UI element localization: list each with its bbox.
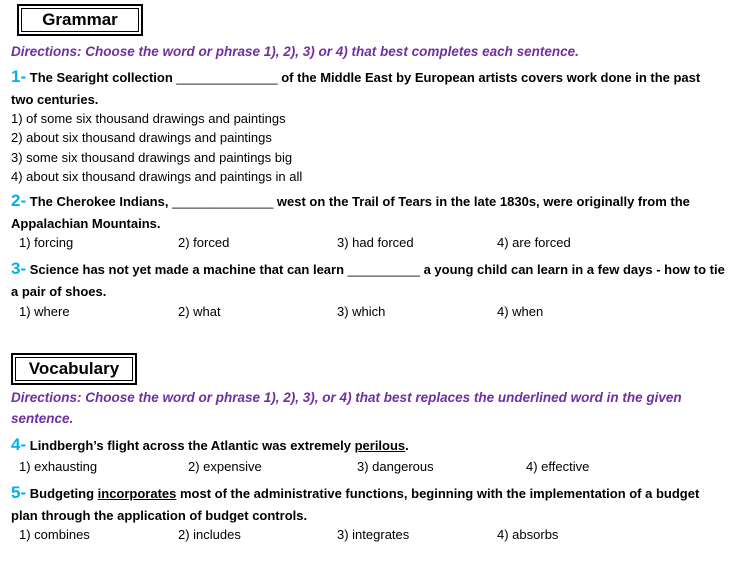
question-text-before: Lindbergh’s flight across the Atlantic was extremely bbox=[29, 438, 355, 453]
option-2-4[interactable]: 4) are forced bbox=[497, 235, 571, 250]
question-number: 1- bbox=[11, 67, 27, 86]
question-text-after: most of the administrative functions, beginning with the implementation of a budget plan through the application of budget controls. bbox=[11, 486, 700, 523]
question-5 bbox=[11, 482, 726, 527]
option-2-1[interactable]: 1) forcing bbox=[19, 235, 74, 250]
option-4-3[interactable]: 3) dangerous bbox=[357, 459, 434, 474]
question-text-after: . bbox=[405, 438, 409, 453]
option-2-2[interactable]: 2) forced bbox=[178, 235, 230, 250]
option-5-1[interactable]: 1) combines bbox=[19, 527, 90, 542]
question-text-before: Budgeting bbox=[29, 486, 98, 501]
option-5-2[interactable]: 2) includes bbox=[178, 527, 241, 542]
question-text-after: a young child can learn in a few days - how to tie a pair of shoes. bbox=[11, 262, 725, 299]
question-number: 4- bbox=[11, 435, 27, 454]
question-number: 2- bbox=[11, 191, 27, 210]
answer-blank: ______________ bbox=[176, 70, 278, 85]
option-5-4[interactable]: 4) absorbs bbox=[497, 527, 559, 542]
question-3 bbox=[11, 258, 726, 303]
option-3-3[interactable]: 3) which bbox=[337, 304, 386, 319]
options-row-5 bbox=[19, 525, 558, 544]
options-row-4 bbox=[19, 457, 589, 476]
vocabulary-title: Vocabulary bbox=[15, 357, 133, 381]
option-5-3[interactable]: 3) integrates bbox=[337, 527, 410, 542]
question-1 bbox=[11, 66, 726, 111]
question-text-before: Science has not yet made a machine that can learn bbox=[29, 262, 348, 277]
answer-blank: ______________ bbox=[172, 194, 274, 209]
question-number: 3- bbox=[11, 259, 27, 278]
underlined-word: incorporates bbox=[97, 486, 177, 501]
grammar-directions: Directions: Choose the word or phrase 1), 2), 3) or 4) that best completes each sentence. bbox=[11, 44, 579, 59]
vocabulary-header-box bbox=[11, 353, 137, 385]
vocabulary-directions: Directions: Choose the word or phrase 1), 2), 3), or 4) that best replaces the underlined word in the given sentence. bbox=[11, 390, 682, 426]
options-row-3 bbox=[19, 302, 543, 321]
option-3-1[interactable]: 1) where bbox=[19, 304, 70, 319]
option-3-4[interactable]: 4) when bbox=[497, 304, 544, 319]
option-4-4[interactable]: 4) effective bbox=[526, 459, 590, 474]
question-text-before: The Cherokee Indians, bbox=[29, 194, 173, 209]
underlined-word: perilous bbox=[354, 438, 406, 453]
option-4-1[interactable]: 1) exhausting bbox=[19, 459, 98, 474]
question-4 bbox=[11, 434, 726, 457]
question-text-after: of the Middle East by European artists covers work done in the past two centuries. bbox=[11, 70, 701, 107]
question-text-before: The Searight collection bbox=[29, 70, 177, 85]
option-1-3[interactable]: 3) some six thousand drawings and paintings big bbox=[11, 150, 293, 165]
question-number: 5- bbox=[11, 483, 27, 502]
option-1-4[interactable]: 4) about six thousand drawings and paintings in all bbox=[11, 169, 303, 184]
option-3-2[interactable]: 2) what bbox=[178, 304, 221, 319]
grammar-header-box bbox=[17, 4, 143, 36]
answer-blank: __________ bbox=[347, 262, 420, 277]
grammar-title: Grammar bbox=[21, 8, 139, 32]
option-2-3[interactable]: 3) had forced bbox=[337, 235, 414, 250]
options-row-2 bbox=[19, 233, 571, 252]
option-1-1[interactable]: 1) of some six thousand drawings and paintings bbox=[11, 111, 286, 126]
question-2 bbox=[11, 190, 726, 235]
option-1-2[interactable]: 2) about six thousand drawings and paintings bbox=[11, 130, 272, 145]
question-text-after: west on the Trail of Tears in the late 1830s, were originally from the Appalachian Mountains. bbox=[11, 194, 690, 231]
option-4-2[interactable]: 2) expensive bbox=[188, 459, 262, 474]
